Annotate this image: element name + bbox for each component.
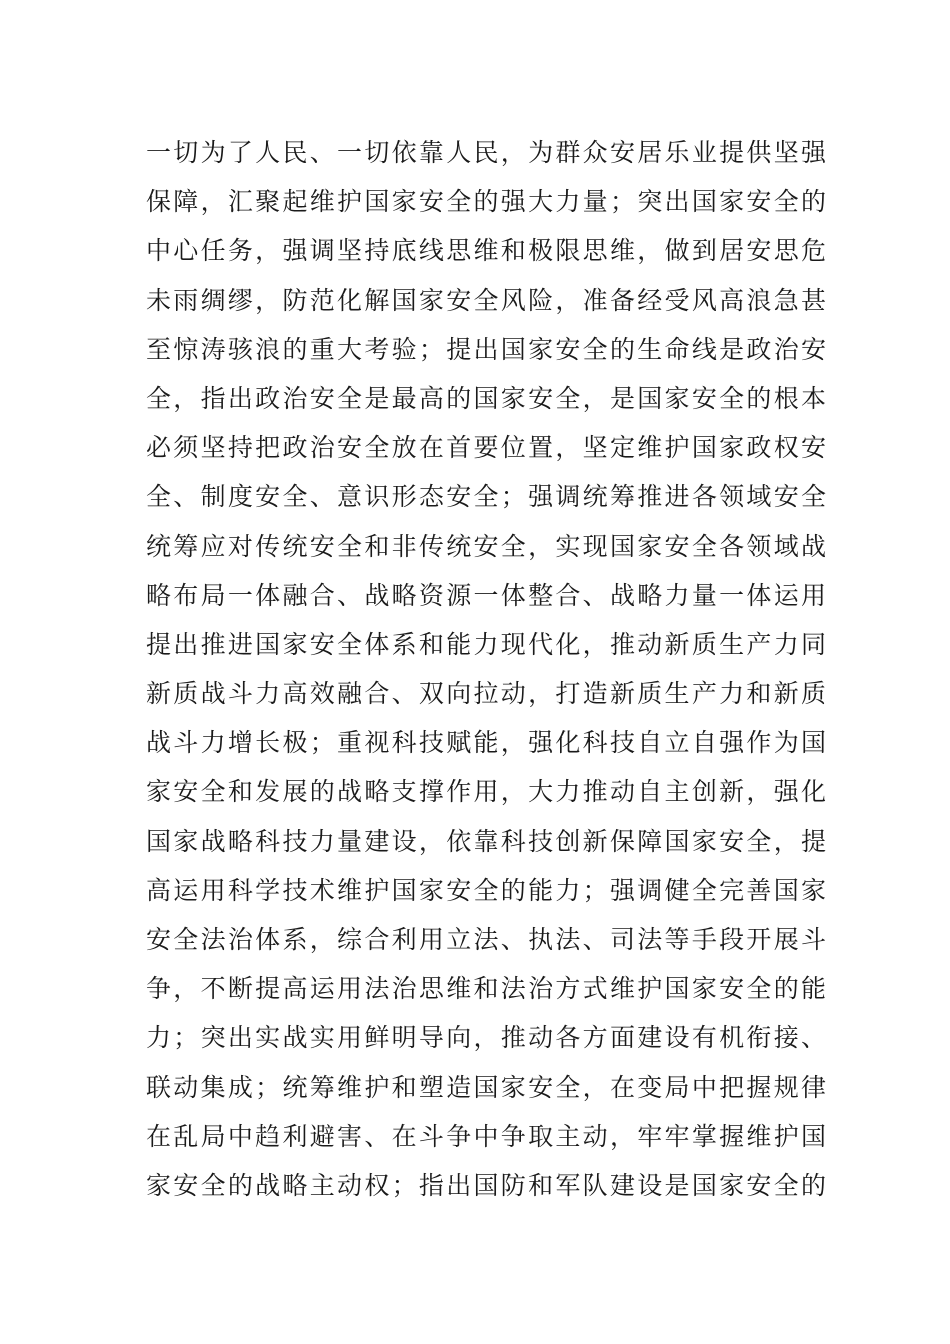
text-line: 全、制度安全、意识形态安全；强调统筹推进各领域安全 [146,482,826,512]
text-line: 一切为了人民、一切依靠人民，为群众安居乐业提供坚强 [146,138,826,167]
text-line: 在乱局中趋利避害、在斗争中争取主动，牢牢掌握维护国 [146,1121,826,1151]
text-line: 联动集成；统筹维护和塑造国家安全，在变局中把握规律 [146,1072,826,1102]
text-line: 力；突出实战实用鲜明导向，推动各方面建设有机衔接、 [146,1023,826,1053]
text-line: 家安全的战略主动权；指出国防和军队建设是国家安全的 [146,1170,826,1200]
text-line: 国家战略科技力量建设，依靠科技创新保障国家安全，提 [146,826,826,856]
text-line: 高运用科学技术维护国家安全的能力；强调健全完善国家 [146,875,826,905]
text-line: 至惊涛骇浪的重大考验；提出国家安全的生命线是政治安 [146,334,826,364]
text-line: 必须坚持把政治安全放在首要位置，坚定维护国家政权安 [146,433,826,463]
text-line: 统筹应对传统安全和非传统安全，实现国家安全各领域战 [146,531,826,561]
text-line: 提出推进国家安全体系和能力现代化，推动新质生产力同 [146,629,826,659]
text-line: 争，不断提高运用法治思维和法治方式维护国家安全的能 [146,974,826,1004]
text-line: 中心任务，强调坚持底线思维和极限思维，做到居安思危 [146,236,826,266]
text-line: 未雨绸缪，防范化解国家安全风险，准备经受风高浪急甚 [146,285,826,315]
text-line: 保障，汇聚起维护国家安全的强大力量；突出国家安全的 [146,187,826,217]
text-line: 战斗力增长极；重视科技赋能，强化科技自立自强作为国 [146,728,826,758]
text-line: 安全法治体系，综合利用立法、执法、司法等手段开展斗 [146,925,826,954]
text-line: 全，指出政治安全是最高的国家安全，是国家安全的根本 [146,383,826,413]
text-line: 新质战斗力高效融合、双向拉动，打造新质生产力和新质 [146,679,826,709]
body-paragraph [146,128,826,1210]
text-line: 略布局一体融合、战略资源一体整合、战略力量一体运用 [146,580,826,610]
text-line: 家安全和发展的战略支撑作用，大力推动自主创新，强化 [146,777,826,807]
